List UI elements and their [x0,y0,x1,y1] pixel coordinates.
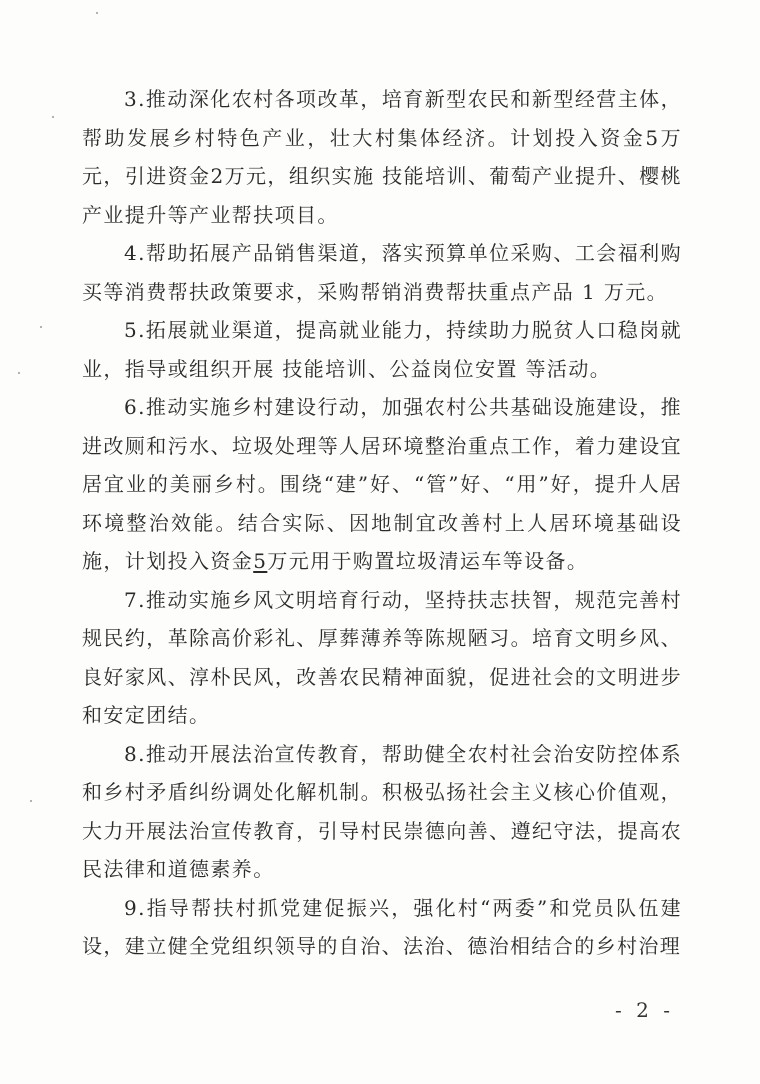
scan-speck [30,800,32,802]
scan-speck [96,12,98,14]
document-body [82,80,682,966]
page-number: - 2 - [615,998,674,1022]
scan-speck [52,116,54,118]
paragraph-item-7: 7.推动实施乡风文明培育行动，坚持扶志扶智，规范完善村规民约，革除高价彩礼、厚葬薄养等陈规陋习。培育文明乡风、良好家风、淳朴民风，改善农民精神面貌，促进社会的文明进步和安定团结。 [82,587,682,727]
paragraph-item-6-text-after: 万元用于购置垃圾清运车等设备。 [267,549,589,573]
scan-speck [18,372,20,374]
paragraph-item-6-text-before: 6.推动实施乡村建设行动，加强农村公共基础设施建设，推进改厕和污水、垃圾处理等人居环境整治重点工作，着力建设宜居宜业的美丽乡村。围绕“建”好、“管”好、“用”好，提升人居环境整治效能。结合实际、因地制宜改善村上人居环境基础设施，计划投入资金 [82,395,682,573]
underlined-amount: 5 [253,549,268,573]
paragraph-item-8: 8.推动开展法治宣传教育，帮助健全农村社会治安防控体系和乡村矛盾纠纷调处化解机制。积极弘扬社会主义核心价值观，大力开展法治宣传教育，引导村民崇德向善、遵纪守法，提高农民法律和道德素养。 [82,741,682,881]
paragraph-item-3: 3.推动深化农村各项改革，培育新型农民和新型经营主体，帮助发展乡村特色产业，壮大村集体经济。计划投入资金5万元，引进资金2万元，组织实施 技能培训、葡萄产业提升、樱桃产业提升等产业帮扶项目。 [82,87,682,227]
paragraph-item-5: 5.拓展就业渠道，提高就业能力，持续助力脱贫人口稳岗就业，指导或组织开展 技能培训、公益岗位安置 等活动。 [82,318,682,381]
paragraph-item-6 [82,388,682,581]
paragraph-item-4: 4.帮助拓展产品销售渠道，落实预算单位采购、工会福利购买等消费帮扶政策要求，采购帮销消费帮扶重点产品 1 万元。 [82,241,682,304]
paragraph-item-9: 9.指导帮扶村抓党建促振兴，强化村“两委”和党员队伍建设，建立健全党组织领导的自治、法治、德治相结合的乡村治理 [82,895,682,958]
scan-speck [40,326,42,328]
